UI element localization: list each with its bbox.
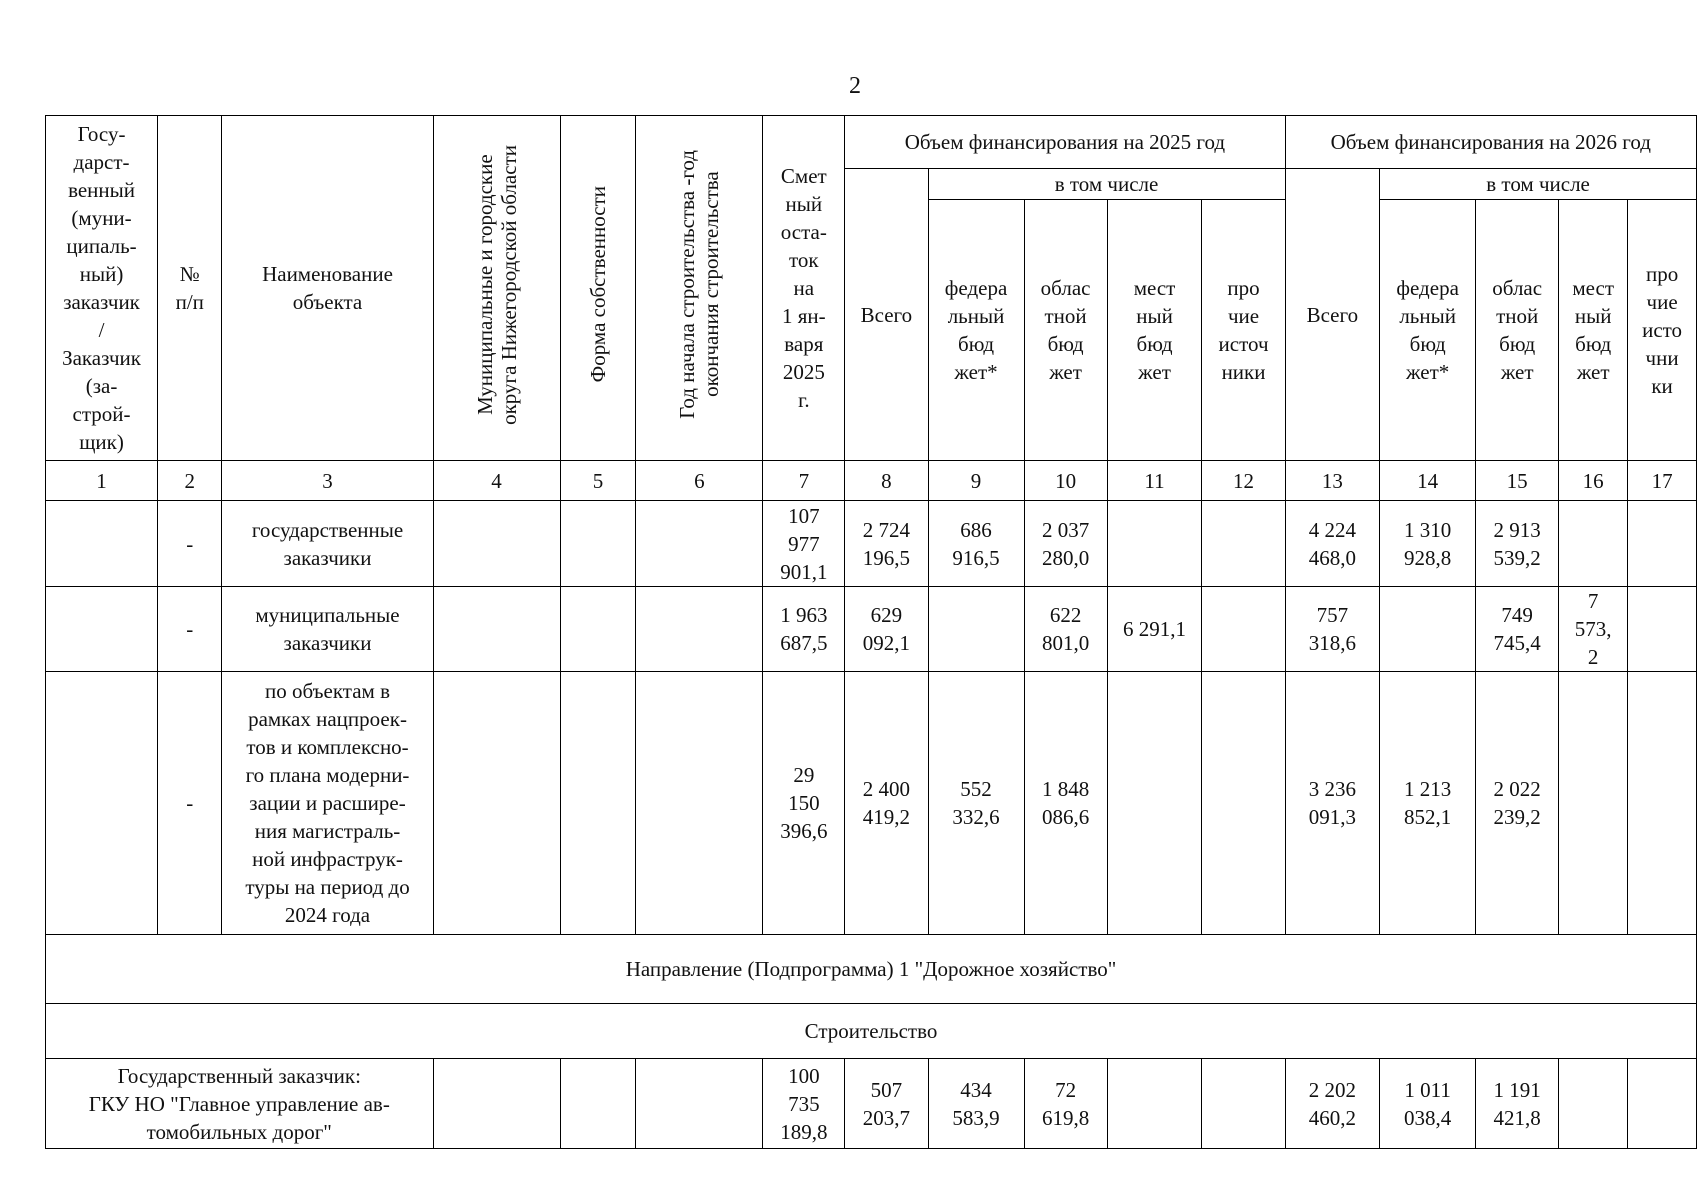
- header-object-name: Наименование объекта: [222, 116, 433, 461]
- cell-local-2026: [1559, 1059, 1628, 1149]
- cell-local-2025: [1107, 1059, 1202, 1149]
- header-ownership: Форма собственности: [585, 186, 610, 383]
- cell-regional-2026: 2 913 539,2: [1476, 501, 1559, 587]
- cell-federal-2025: [928, 587, 1024, 672]
- column-number: 15: [1476, 461, 1559, 501]
- section-construction: Строительство: [46, 1004, 1697, 1059]
- header-federal-2025: федера льный бюд жет*: [928, 200, 1024, 461]
- cell-remainder: 29 150 396,6: [763, 672, 845, 935]
- column-number: 10: [1024, 461, 1107, 501]
- cell-total-2026: 2 202 460,2: [1285, 1059, 1380, 1149]
- cell-federal-2025: 552 332,6: [928, 672, 1024, 935]
- cell-other-2025: [1202, 501, 1285, 587]
- column-number: 4: [433, 461, 560, 501]
- cell-local-2025: 6 291,1: [1107, 587, 1202, 672]
- header-row-number: № п/п: [158, 116, 222, 461]
- cell-federal-2026: 1 310 928,8: [1380, 501, 1476, 587]
- cell-total-2026: 3 236 091,3: [1285, 672, 1380, 935]
- header-federal-2026: федера льный бюд жет*: [1380, 200, 1476, 461]
- table-row: [46, 672, 1697, 935]
- header-regional-2025: облас тной бюд жет: [1024, 200, 1107, 461]
- cell-regional-2026: 1 191 421,8: [1476, 1059, 1559, 1149]
- cell-ownership: [560, 587, 636, 672]
- header-years-cell: [636, 116, 763, 461]
- cell-ownership: [560, 501, 636, 587]
- column-number: 3: [222, 461, 433, 501]
- cell-federal-2026: 1 213 852,1: [1380, 672, 1476, 935]
- cell-regional-2025: 2 037 280,0: [1024, 501, 1107, 587]
- header-district: Муниципальные и городские округа Нижегородской области: [472, 144, 521, 425]
- cell-other-2026: [1628, 501, 1697, 587]
- header-district-cell: [433, 116, 560, 461]
- column-number: 13: [1285, 461, 1380, 501]
- column-number: 5: [560, 461, 636, 501]
- cell-district: [433, 587, 560, 672]
- header-other-2025: про чие источ ники: [1202, 200, 1285, 461]
- cell-district: [433, 672, 560, 935]
- cell-customer: [46, 587, 158, 672]
- cell-district: [433, 1059, 560, 1149]
- cell-other-2025: [1202, 587, 1285, 672]
- cell-row-number: -: [158, 587, 222, 672]
- cell-local-2025: [1107, 672, 1202, 935]
- cell-other-2026: [1628, 672, 1697, 935]
- cell-federal-2026: [1380, 587, 1476, 672]
- column-number: 11: [1107, 461, 1202, 501]
- cell-object-name: государственные заказчики: [222, 501, 433, 587]
- column-number: 14: [1380, 461, 1476, 501]
- cell-district: [433, 501, 560, 587]
- cell-row-number: -: [158, 501, 222, 587]
- header-financing-2025: Объем финансирования на 2025 год: [845, 116, 1285, 169]
- header-including-2026: в том числе: [1380, 169, 1697, 200]
- cell-local-2026: 7 573, 2: [1559, 587, 1628, 672]
- header-estimated-remainder: Смет ный оста- ток на 1 ян- варя 2025 г.: [763, 116, 845, 461]
- header-including-2025: в том числе: [928, 169, 1285, 200]
- table-row: [46, 501, 1697, 587]
- header-other-2026: про чие исто чни ки: [1628, 200, 1697, 461]
- cell-total-2025: 2 400 419,2: [845, 672, 928, 935]
- cell-years: [636, 501, 763, 587]
- cell-remainder: 1 963 687,5: [763, 587, 845, 672]
- cell-federal-2025: 434 583,9: [928, 1059, 1024, 1149]
- investment-program-table: [45, 115, 1697, 1149]
- cell-years: [636, 1059, 763, 1149]
- cell-object-name: по объектам в рамках нацпроек- тов и комплексно- го плана модерни- зации и расшире- ния магистраль- ной инфраструк- туры на период до 2024 года: [222, 672, 433, 935]
- header-construction-years: Год начала строительства -год окончания строительства: [675, 150, 724, 419]
- column-number: 17: [1628, 461, 1697, 501]
- header-regional-2026: облас тной бюд жет: [1476, 200, 1559, 461]
- column-number-row: [46, 461, 1697, 501]
- table-row: [46, 587, 1697, 672]
- header-total-2026: Всего: [1285, 169, 1380, 461]
- cell-regional-2025: 622 801,0: [1024, 587, 1107, 672]
- cell-total-2025: 2 724 196,5: [845, 501, 928, 587]
- header-ownership-cell: [560, 116, 636, 461]
- cell-total-2026: 757 318,6: [1285, 587, 1380, 672]
- cell-ownership: [560, 1059, 636, 1149]
- header-total-2025: Всего: [845, 169, 928, 461]
- header-financing-2026: Объем финансирования на 2026 год: [1285, 116, 1696, 169]
- column-number: 8: [845, 461, 928, 501]
- cell-other-2025: [1202, 672, 1285, 935]
- cell-other-2026: [1628, 1059, 1697, 1149]
- cell-total-2025: 629 092,1: [845, 587, 928, 672]
- cell-ownership: [560, 672, 636, 935]
- cell-regional-2026: 2 022 239,2: [1476, 672, 1559, 935]
- header-local-2025: мест ный бюд жет: [1107, 200, 1202, 461]
- cell-row-number: -: [158, 672, 222, 935]
- header-local-2026: мест ный бюд жет: [1559, 200, 1628, 461]
- cell-other-2026: [1628, 587, 1697, 672]
- column-number: 12: [1202, 461, 1285, 501]
- column-number: 7: [763, 461, 845, 501]
- cell-customer: [46, 501, 158, 587]
- cell-local-2025: [1107, 501, 1202, 587]
- cell-federal-2026: 1 011 038,4: [1380, 1059, 1476, 1149]
- cell-years: [636, 672, 763, 935]
- section-direction: Направление (Подпрограмма) 1 "Дорожное хозяйство": [46, 935, 1697, 1004]
- cell-remainder: 107 977 901,1: [763, 501, 845, 587]
- column-number: 6: [636, 461, 763, 501]
- cell-total-2026: 4 224 468,0: [1285, 501, 1380, 587]
- cell-federal-2025: 686 916,5: [928, 501, 1024, 587]
- cell-total-2025: 507 203,7: [845, 1059, 928, 1149]
- cell-other-2025: [1202, 1059, 1285, 1149]
- header-customer: Госу- дарст- венный (муни- ципаль- ный) заказчик / Заказчик (за- строй- щик): [46, 116, 158, 461]
- column-number: 9: [928, 461, 1024, 501]
- customer-row: [46, 1059, 1697, 1149]
- cell-regional-2026: 749 745,4: [1476, 587, 1559, 672]
- cell-customer: [46, 672, 158, 935]
- cell-regional-2025: 72 619,8: [1024, 1059, 1107, 1149]
- cell-years: [636, 587, 763, 672]
- page-number: 2: [849, 73, 861, 99]
- cell-local-2026: [1559, 672, 1628, 935]
- cell-regional-2025: 1 848 086,6: [1024, 672, 1107, 935]
- column-number: 16: [1559, 461, 1628, 501]
- column-number: 1: [46, 461, 158, 501]
- cell-remainder: 100 735 189,8: [763, 1059, 845, 1149]
- column-number: 2: [158, 461, 222, 501]
- cell-local-2026: [1559, 501, 1628, 587]
- cell-object-name: муниципальные заказчики: [222, 587, 433, 672]
- cell-customer-name: Государственный заказчик: ГКУ НО "Главное управление ав- томобильных дорог": [46, 1059, 434, 1149]
